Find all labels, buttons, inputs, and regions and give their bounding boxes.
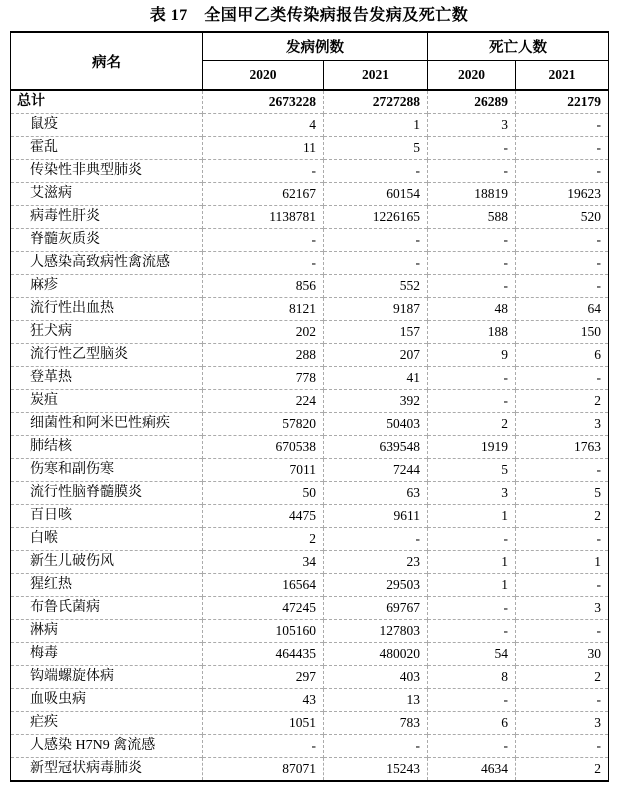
value-cell: -: [516, 114, 609, 137]
table-row: [11, 712, 609, 735]
value-cell: 5: [516, 482, 609, 505]
value-cell: 7244: [324, 459, 428, 482]
value-cell: 26289: [428, 90, 516, 114]
value-cell: 188: [428, 321, 516, 344]
value-cell: 47245: [203, 597, 324, 620]
value-cell: -: [324, 735, 428, 758]
table-row: [11, 183, 609, 206]
value-cell: 15243: [324, 758, 428, 782]
table-row: [11, 689, 609, 712]
value-cell: -: [428, 160, 516, 183]
disease-name-cell: 细菌性和阿米巴性痢疾: [11, 413, 203, 436]
value-cell: 297: [203, 666, 324, 689]
disease-name-cell: 新生儿破伤风: [11, 551, 203, 574]
table-row: [11, 390, 609, 413]
disease-name-cell: 疟疾: [11, 712, 203, 735]
value-cell: 4475: [203, 505, 324, 528]
value-cell: 588: [428, 206, 516, 229]
table-row: [11, 206, 609, 229]
value-cell: -: [516, 689, 609, 712]
table-row: [11, 505, 609, 528]
value-cell: 34: [203, 551, 324, 574]
table-body: [11, 90, 609, 781]
value-cell: -: [428, 229, 516, 252]
value-cell: -: [428, 620, 516, 643]
value-cell: 224: [203, 390, 324, 413]
table-row: [11, 344, 609, 367]
value-cell: 23: [324, 551, 428, 574]
disease-name-cell: 炭疽: [11, 390, 203, 413]
value-cell: -: [428, 689, 516, 712]
col-header-cases-2020: 2020: [203, 60, 324, 90]
value-cell: 2: [428, 413, 516, 436]
value-cell: -: [428, 275, 516, 298]
value-cell: 1: [428, 551, 516, 574]
value-cell: -: [516, 528, 609, 551]
value-cell: 48: [428, 298, 516, 321]
disease-name-cell: 流行性脑脊髓膜炎: [11, 482, 203, 505]
table-row: [11, 551, 609, 574]
value-cell: -: [428, 367, 516, 390]
table-row: [11, 528, 609, 551]
value-cell: 856: [203, 275, 324, 298]
value-cell: 392: [324, 390, 428, 413]
value-cell: -: [324, 160, 428, 183]
value-cell: -: [428, 735, 516, 758]
value-cell: -: [516, 574, 609, 597]
disease-name-cell: 登革热: [11, 367, 203, 390]
value-cell: 2673228: [203, 90, 324, 114]
value-cell: 552: [324, 275, 428, 298]
value-cell: -: [516, 252, 609, 275]
value-cell: 1051: [203, 712, 324, 735]
value-cell: 1: [428, 574, 516, 597]
table-row: [11, 482, 609, 505]
col-header-deaths-2020: 2020: [428, 60, 516, 90]
value-cell: 16564: [203, 574, 324, 597]
value-cell: 2: [203, 528, 324, 551]
disease-name-cell: 伤寒和副伤寒: [11, 459, 203, 482]
table-row: [11, 137, 609, 160]
value-cell: 11: [203, 137, 324, 160]
value-cell: 520: [516, 206, 609, 229]
disease-name-cell: 百日咳: [11, 505, 203, 528]
value-cell: 639548: [324, 436, 428, 459]
disease-name-cell: 流行性出血热: [11, 298, 203, 321]
value-cell: 1919: [428, 436, 516, 459]
value-cell: 3: [516, 413, 609, 436]
value-cell: -: [203, 735, 324, 758]
value-cell: 202: [203, 321, 324, 344]
value-cell: 127803: [324, 620, 428, 643]
col-header-cases-2021: 2021: [324, 60, 428, 90]
table-row: [11, 597, 609, 620]
value-cell: 9611: [324, 505, 428, 528]
table-row: [11, 436, 609, 459]
col-header-disease: 病名: [11, 32, 203, 90]
value-cell: 2: [516, 505, 609, 528]
table-row: [11, 114, 609, 137]
table-row: [11, 666, 609, 689]
disease-name-cell: 布鲁氏菌病: [11, 597, 203, 620]
value-cell: 1: [516, 551, 609, 574]
disease-name-cell: 狂犬病: [11, 321, 203, 344]
table-row: [11, 413, 609, 436]
value-cell: 62167: [203, 183, 324, 206]
value-cell: -: [516, 229, 609, 252]
table-row: [11, 252, 609, 275]
value-cell: 19623: [516, 183, 609, 206]
value-cell: -: [324, 252, 428, 275]
disease-name-cell: 麻疹: [11, 275, 203, 298]
value-cell: 3: [516, 597, 609, 620]
table-header: [11, 32, 609, 90]
value-cell: 43: [203, 689, 324, 712]
value-cell: 8: [428, 666, 516, 689]
value-cell: -: [428, 137, 516, 160]
value-cell: 6: [516, 344, 609, 367]
value-cell: 22179: [516, 90, 609, 114]
table-row: [11, 367, 609, 390]
value-cell: 63: [324, 482, 428, 505]
value-cell: -: [516, 367, 609, 390]
value-cell: 64: [516, 298, 609, 321]
value-cell: 6: [428, 712, 516, 735]
value-cell: 4634: [428, 758, 516, 782]
col-header-cases-group: 发病例数: [203, 32, 428, 60]
value-cell: 464435: [203, 643, 324, 666]
value-cell: 1226165: [324, 206, 428, 229]
table-row-total: [11, 90, 609, 114]
disease-name-cell: 人感染 H7N9 禽流感: [11, 735, 203, 758]
value-cell: 2: [516, 666, 609, 689]
disease-name-cell: 新型冠状病毒肺炎: [11, 758, 203, 782]
value-cell: 4: [203, 114, 324, 137]
value-cell: 1: [428, 505, 516, 528]
col-header-deaths-group: 死亡人数: [428, 32, 609, 60]
value-cell: 1763: [516, 436, 609, 459]
value-cell: 50403: [324, 413, 428, 436]
value-cell: 60154: [324, 183, 428, 206]
value-cell: -: [516, 275, 609, 298]
disease-name-cell: 肺结核: [11, 436, 203, 459]
value-cell: 2727288: [324, 90, 428, 114]
value-cell: 8121: [203, 298, 324, 321]
value-cell: 778: [203, 367, 324, 390]
value-cell: -: [428, 390, 516, 413]
value-cell: 30: [516, 643, 609, 666]
disease-name-cell: 病毒性肝炎: [11, 206, 203, 229]
value-cell: 157: [324, 321, 428, 344]
value-cell: -: [324, 528, 428, 551]
value-cell: 7011: [203, 459, 324, 482]
value-cell: 288: [203, 344, 324, 367]
table-row: [11, 160, 609, 183]
value-cell: 18819: [428, 183, 516, 206]
value-cell: 2: [516, 390, 609, 413]
value-cell: 105160: [203, 620, 324, 643]
value-cell: 3: [428, 482, 516, 505]
infectious-disease-table: [10, 31, 609, 782]
value-cell: 1: [324, 114, 428, 137]
header-group-row: [11, 32, 609, 60]
disease-name-cell: 艾滋病: [11, 183, 203, 206]
value-cell: -: [516, 620, 609, 643]
value-cell: -: [428, 252, 516, 275]
table-row: [11, 620, 609, 643]
disease-name-cell: 梅毒: [11, 643, 203, 666]
value-cell: 9187: [324, 298, 428, 321]
value-cell: 50: [203, 482, 324, 505]
value-cell: -: [428, 528, 516, 551]
disease-name-cell: 流行性乙型脑炎: [11, 344, 203, 367]
value-cell: 3: [516, 712, 609, 735]
table-row: [11, 735, 609, 758]
table-row: [11, 298, 609, 321]
value-cell: -: [516, 459, 609, 482]
disease-name-cell: 传染性非典型肺炎: [11, 160, 203, 183]
value-cell: 3: [428, 114, 516, 137]
table-row: [11, 643, 609, 666]
disease-name-cell: 人感染高致病性禽流感: [11, 252, 203, 275]
value-cell: 57820: [203, 413, 324, 436]
table-row: [11, 459, 609, 482]
value-cell: 13: [324, 689, 428, 712]
value-cell: -: [324, 229, 428, 252]
value-cell: 9: [428, 344, 516, 367]
value-cell: 5: [324, 137, 428, 160]
value-cell: 5: [428, 459, 516, 482]
col-header-deaths-2021: 2021: [516, 60, 609, 90]
disease-name-cell: 血吸虫病: [11, 689, 203, 712]
value-cell: 783: [324, 712, 428, 735]
value-cell: 480020: [324, 643, 428, 666]
value-cell: 29503: [324, 574, 428, 597]
disease-name-cell: 脊髓灰质炎: [11, 229, 203, 252]
table-row: [11, 758, 609, 782]
disease-name-cell: 总计: [17, 94, 45, 109]
disease-name-cell: 钩端螺旋体病: [11, 666, 203, 689]
value-cell: 69767: [324, 597, 428, 620]
value-cell: 403: [324, 666, 428, 689]
value-cell: 150: [516, 321, 609, 344]
value-cell: 54: [428, 643, 516, 666]
disease-name-cell: 霍乱: [11, 137, 203, 160]
disease-name-cell: 猩红热: [11, 574, 203, 597]
disease-name-cell: 鼠疫: [11, 114, 203, 137]
value-cell: 670538: [203, 436, 324, 459]
value-cell: -: [516, 137, 609, 160]
value-cell: -: [203, 252, 324, 275]
table-row: [11, 275, 609, 298]
disease-name-cell: 白喉: [11, 528, 203, 551]
disease-name-cell: 淋病: [11, 620, 203, 643]
value-cell: 1138781: [203, 206, 324, 229]
value-cell: 87071: [203, 758, 324, 782]
value-cell: -: [516, 160, 609, 183]
table-row: [11, 574, 609, 597]
table-row: [11, 321, 609, 344]
value-cell: -: [203, 229, 324, 252]
value-cell: -: [516, 735, 609, 758]
table-title: 表 17 全国甲乙类传染病报告发病及死亡数: [149, 7, 469, 24]
value-cell: 207: [324, 344, 428, 367]
value-cell: 2: [516, 758, 609, 782]
value-cell: 41: [324, 367, 428, 390]
table-row: [11, 229, 609, 252]
value-cell: -: [203, 160, 324, 183]
value-cell: -: [428, 597, 516, 620]
